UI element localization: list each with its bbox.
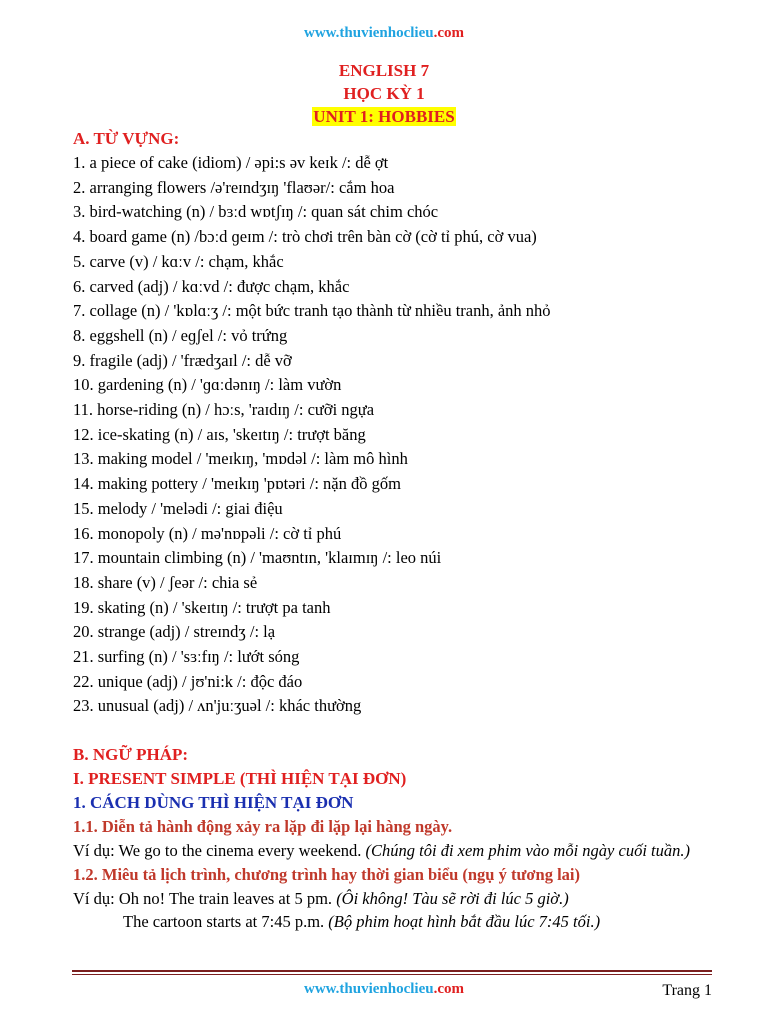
usage2-heading: 1.2. Miêu tả lịch trình, chương trình hay thời gian biểu (ngụ ý tương lai)	[73, 864, 580, 884]
term-title: HỌC KỲ 1	[343, 84, 425, 103]
list-item: 14. making pottery / 'meɪkɪŋ 'pɒtəri /: nặn đồ gốm	[73, 474, 401, 494]
present-simple-title-b: THÌ HIỆN TẠI ĐƠN)	[245, 769, 407, 789]
usage2-example-2	[73, 910, 713, 934]
list-item: 8. eggshell (n) / eɡʃel /: vỏ trứng	[73, 325, 288, 345]
usage2-example-2-text: The cartoon starts at 7:45 p.m.	[123, 912, 329, 932]
usage-heading: 1. CÁCH DÙNG THÌ HIỆN TẠI ĐƠN	[73, 793, 354, 813]
usage2-example-1-text: Ví dụ: Oh no! The train leaves at 5 pm.	[73, 888, 337, 908]
site-url-footer[interactable]	[0, 981, 768, 998]
list-item: 18. share (v) / ʃeər /: chia sẻ	[73, 572, 258, 592]
vocabulary-list	[73, 151, 713, 719]
list-item: 16. monopoly (n) / mə'nɒpəli /: cờ tỉ phú	[73, 523, 342, 543]
list-item: 9. fragile (adj) / 'frædʒaɪl /: dễ vỡ	[73, 350, 292, 370]
footer-divider-thick	[72, 970, 712, 972]
present-simple-title-a: I. PRESENT SIMPLE (	[73, 769, 246, 789]
list-item: 4. board game (n) /bɔːd ɡeɪm /: trò chơi trên bàn cờ (cờ tỉ phú, cờ vua)	[73, 227, 537, 247]
vocabulary-heading: A. TỪ VỰNG:	[73, 129, 180, 148]
grammar-heading: B. NGỮ PHÁP:	[73, 745, 189, 765]
list-item: 5. carve (v) / kɑːv /: chạm, khắc	[73, 251, 284, 271]
site-url-name: www.thuvienhoclieu	[303, 25, 434, 41]
page-number: Trang 1	[662, 982, 712, 999]
main-content	[73, 127, 713, 934]
list-item: 17. mountain climbing (n) / 'maʊntɪn, 'klaɪmɪŋ /: leo núi	[73, 548, 442, 568]
list-item: 12. ice-skating (n) / aɪs, 'skeɪtɪŋ /: trượt băng	[73, 424, 366, 444]
usage2-translation-2: (Bộ phim hoạt hình bắt đầu lúc 7:45 tối.)	[328, 912, 601, 932]
usage2-example-1	[73, 887, 713, 911]
list-item: 19. skating (n) / 'skeɪtɪŋ /: trượt pa tanh	[73, 597, 331, 617]
section-spacer	[73, 719, 713, 743]
course-title: ENGLISH 7	[338, 61, 430, 80]
site-url-tld: .com	[433, 25, 464, 41]
list-item: 6. carved (adj) / kɑːvd /: được chạm, khắc	[73, 276, 350, 296]
usage1-heading: 1.1. Diễn tả hành động xảy ra lặp đi lặp lại hàng ngày.	[73, 817, 453, 837]
list-item: 23. unusual (adj) / ʌn'juːʒuəl /: khác thường	[73, 696, 362, 716]
list-item: 15. melody / 'melədi /: giai điệu	[73, 498, 283, 518]
unit-title: UNIT 1: HOBBIES	[313, 107, 455, 126]
site-url-tld: .com	[433, 981, 464, 997]
present-simple-title	[73, 767, 713, 791]
usage1-example-text: Ví dụ: We go to the cinema every weekend.	[73, 841, 366, 861]
list-item: 21. surfing (n) / 'sɜːfɪŋ /: lướt sóng	[73, 647, 300, 667]
footer-divider-thin	[72, 974, 712, 975]
list-item: 20. strange (adj) / streɪndʒ /: lạ	[73, 622, 276, 642]
site-url-name: www.thuvienhoclieu	[303, 981, 434, 997]
list-item: 1. a piece of cake (idiom) / əpi:s əv keɪk /: dễ ợt	[73, 153, 389, 172]
list-item: 2. arranging flowers /ə'reɪndʒɪŋ 'flaʊər/: cắm hoa	[73, 177, 395, 197]
list-item: 10. gardening (n) / 'ɡɑːdənɪŋ /: làm vườn	[73, 375, 342, 395]
list-item: 11. horse-riding (n) / hɔːs, 'raɪdɪŋ /: cưỡi ngựa	[73, 400, 375, 420]
list-item: 22. unique (adj) / jʊ'ni:k /: độc đáo	[73, 671, 303, 691]
site-url-header[interactable]	[0, 25, 768, 42]
usage1-example	[73, 839, 713, 863]
document-titles	[0, 59, 768, 128]
usage1-translation: (Chúng tôi đi xem phim vào mỗi ngày cuối tuần.)	[365, 841, 690, 861]
list-item: 7. collage (n) / 'kɒlɑːʒ /: một bức tranh tạo thành từ nhiều tranh, ảnh nhỏ	[73, 301, 551, 321]
list-item: 3. bird-watching (n) / bɜːd wɒtʃɪŋ /: quan sát chim chóc	[73, 202, 439, 222]
usage2-translation-1: (Ôi không! Tàu sẽ rời đi lúc 5 giờ.)	[336, 888, 569, 908]
list-item: 13. making model / 'meɪkɪŋ, 'mɒdəl /: làm mô hình	[73, 449, 408, 469]
